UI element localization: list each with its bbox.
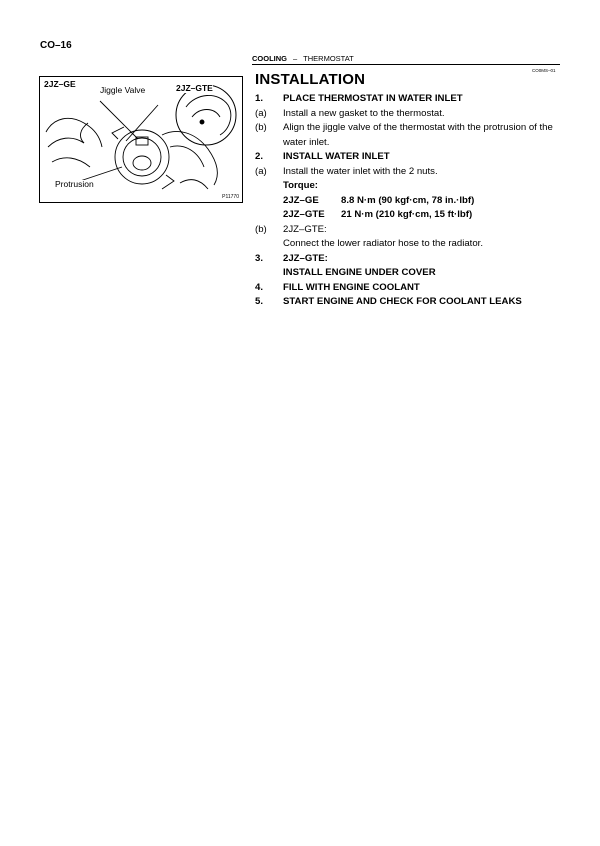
step-text: INSTALL ENGINE UNDER COVER: [283, 267, 436, 278]
label-2jz-gte: 2JZ–GTE: [176, 83, 213, 93]
header-separator: –: [293, 54, 298, 63]
step-number: 1.: [255, 93, 264, 104]
page-code: CO–16: [40, 40, 72, 51]
step-2b: [255, 223, 565, 252]
label-jiggle-valve: Jiggle Valve: [100, 85, 146, 95]
header-section: COOLING: [252, 54, 287, 63]
step-5: [255, 295, 565, 310]
step-2a: [255, 165, 565, 180]
torque-gte-name: 2JZ–GTE: [283, 209, 325, 220]
torque-label: Torque:: [283, 180, 318, 191]
step-3: [255, 252, 565, 281]
step-1b: [255, 121, 565, 150]
torque-ge-value: 8.8 N·m (90 kgf·cm, 78 in.·lbf): [341, 194, 475, 206]
step-text: FILL WITH ENGINE COOLANT: [283, 281, 420, 293]
step-number: (a): [255, 165, 267, 177]
header-rule: [252, 64, 560, 65]
step-text: INSTALL WATER INLET: [283, 151, 390, 162]
thermostat-installation-figure: [39, 76, 243, 203]
figure-id: P11770: [222, 194, 239, 200]
torque-gte-value: 21 N·m (210 kgf·cm, 15 ft·lbf): [341, 209, 473, 220]
step-condition: 2JZ–GTE:: [283, 252, 328, 264]
step-number: (b): [255, 223, 267, 235]
running-header: [252, 54, 354, 63]
step-text: PLACE THERMOSTAT IN WATER INLET: [283, 93, 463, 104]
step-number: (b): [255, 122, 267, 133]
step-number: 5.: [255, 296, 264, 307]
step-number: 4.: [255, 281, 264, 293]
step-text: Connect the lower radiator hose to the radiator.: [283, 238, 483, 249]
step-number: 2.: [255, 151, 264, 162]
step-number: 3.: [255, 252, 264, 264]
page-title: INSTALLATION: [255, 71, 366, 88]
step-4: [255, 281, 565, 296]
step-text: START ENGINE AND CHECK FOR COOLANT LEAKS: [283, 296, 522, 307]
procedure-list: [255, 92, 565, 310]
step-2: [255, 150, 565, 165]
torque-ge: [283, 194, 565, 209]
step-1: [255, 92, 565, 107]
document-code: CO0MS–01: [532, 68, 556, 73]
step-text: Install a new gasket to the thermostat.: [283, 107, 445, 119]
step-condition: 2JZ–GTE:: [283, 223, 327, 235]
step-number: (a): [255, 107, 267, 119]
step-text: Install the water inlet with the 2 nuts.: [283, 165, 438, 177]
torque-gte: [283, 208, 565, 223]
torque-spec: [255, 179, 565, 223]
step-1a: [255, 107, 565, 122]
step-text: Align the jiggle valve of the thermostat with the protrusion of the water inlet.: [283, 122, 553, 148]
label-protrusion: Protrusion: [55, 179, 94, 189]
label-2jz-ge: 2JZ–GE: [44, 79, 76, 89]
header-subsection: THERMOSTAT: [303, 54, 354, 63]
torque-ge-name: 2JZ–GE: [283, 194, 319, 206]
